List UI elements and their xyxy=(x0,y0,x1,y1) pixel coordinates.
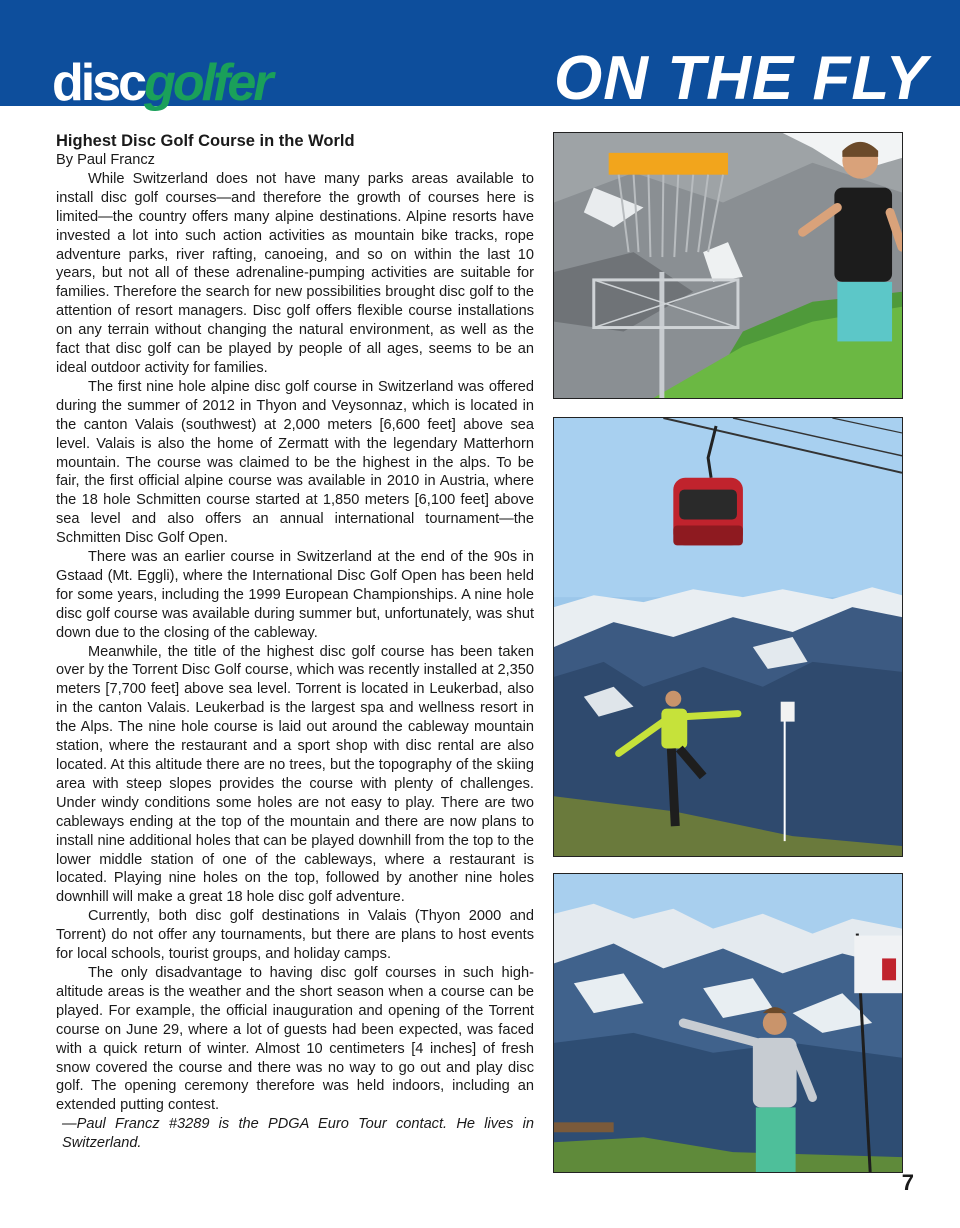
author-credit: —Paul Francz #3289 is the PDGA Euro Tour contact. He lives in Switzerland. xyxy=(62,1116,534,1152)
article-byline: By Paul Francz xyxy=(56,152,155,168)
page-number: 7 xyxy=(901,1170,914,1195)
logo-golfer-text: golfer xyxy=(144,54,271,112)
photo-cable-car xyxy=(553,417,903,857)
article-paragraph: While Switzerland does not have many parks areas available to install disc golf courses—and therefore the growth of courses here is limited—the country offers many alpine destinations. Alpine resorts have invested a lot into such action activities as mountain bike tracks, rope adventure parks, river rafting, canoeing, and so on within the last 10 years, but not all of these adrenaline-pumping activities are suitable for families. Therefore the search for new possibilities brought disc golf to the attention of resort managers. Disc golf offers flexible course installations on any terrain without changing the natural environment, as well as the fact that disc golf can be played by people of all ages, seems to be an ideal outdoor activity for families. xyxy=(56,170,534,376)
article-paragraph: There was an earlier course in Switzerland at the end of the 90s in Gstaad (Mt. Eggli), where the International Disc Golf Open has been held for some years, including the 1999 European Championships. A nine hole disc golf course was available during summer but, unfortunately, was shut down due to the closing of the cableway. xyxy=(56,549,534,641)
article-title: Highest Disc Golf Course in the World xyxy=(56,132,355,150)
section-title: ON THE FLY xyxy=(554,44,928,113)
article-paragraph: Meanwhile, the title of the highest disc golf course has been taken over by the Torrent Disc Golf course, which was recently installed at 2,350 meters [7,700 feet] above sea level. Torrent is located in Leukerbad, also in the canton Valais. Leukerbad is the largest spa and wellness resort in the Alps. The nine hole course is laid out around the cableway mountain station, where the restaurant and a sport shop with disc rental are also located. At this altitude there are no trees, but the topography of the skiing area with steep slopes provides the course with plenty of challenges. Under windy conditions some holes are not easy to play. There are two cableways ending at the top of the mountain and there are now plans to install nine additional holes that can be played downhill from the top to the lower middle station of one of the cableways, where a restaurant is located. Playing nine holes on the top, followed by another nine holes downhill will make a great 18 hole disc golf adventure. xyxy=(56,643,534,906)
article-paragraph: Currently, both disc golf destinations in Valais (Thyon 2000 and Torrent) do not offer any tournaments, but there are plans to host events for local schools, tourist groups, and holiday camps. xyxy=(56,908,534,963)
article-paragraph: The only disadvantage to having disc golf courses in such high-altitude areas is the weather and the short season when a course can be played. For example, the official inauguration and opening of the Torrent course on June 29, where a lot of guests had been expected, was faced with a quick return of winter. Almost 10 centimeters [4 inches] of fresh snow covered the course and there was no way to go out and play disc golf. The opening ceremony therefore was held indoors, including an extended putting contest. xyxy=(56,964,534,1114)
article-paragraph: The first nine hole alpine disc golf course in Switzerland was offered during the summer of 2012 in Thyon and Veysonnaz, which is located in the canton Valais (southwest) at 2,000 meters [6,600 feet] above sea level. Valais is also the home of Zermatt with the legendary Matterhorn mountain. The course was claimed to be the highest in the alps. To be fair, the first official alpine course was available in 2010 in Austria, where the 18 hole Schmitten course started at 1,850 meters [6,100 feet] above sea level and also offers an annual international tournament—the Schmitten Disc Golf Open. xyxy=(56,378,534,547)
photo-disc-golf-basket xyxy=(553,132,903,399)
logo-disc-text: disc xyxy=(52,54,145,112)
basket-illustration xyxy=(554,133,902,398)
magazine-logo xyxy=(52,56,271,110)
throwing-player-illustration xyxy=(554,874,902,1172)
header-banner xyxy=(0,0,960,113)
cable-car-illustration xyxy=(554,418,902,856)
photo-player-throwing xyxy=(553,873,903,1173)
article xyxy=(56,131,534,1153)
